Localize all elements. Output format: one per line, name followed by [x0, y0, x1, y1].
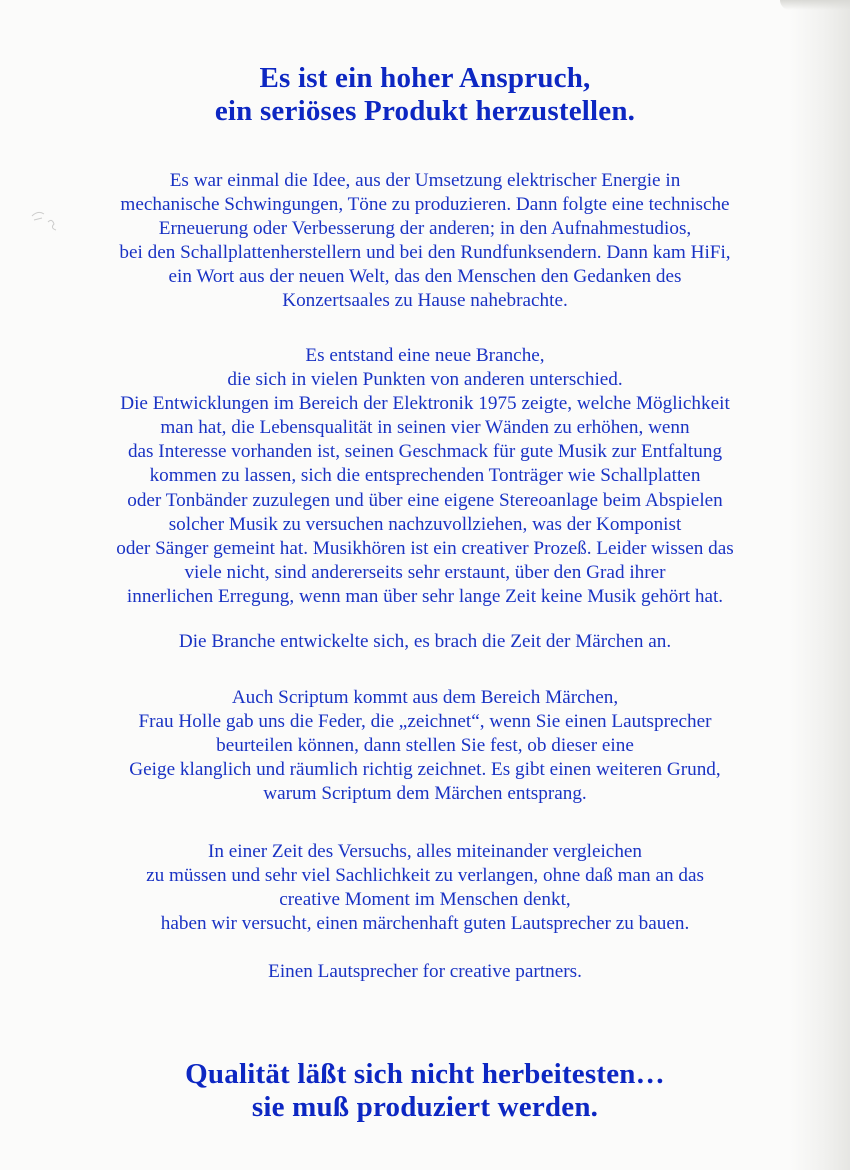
text-line: innerlichen Erregung, wenn man über sehr lange Zeit keine Musik gehört hat. [126, 585, 724, 607]
headline-line: sie muß produziert werden. [251, 1091, 599, 1123]
text-line: mechanische Schwingungen, Töne zu produzieren. Dann folgte eine technische [120, 194, 730, 216]
text-line: Die Branche entwickelte sich, es brach die Zeit der Märchen an. [178, 631, 672, 652]
text-line: das Interesse vorhanden ist, seinen Geschmack für gute Musik zur Entfaltung [127, 441, 723, 463]
text-line: In einer Zeit des Versuchs, alles miteinander vergleichen [207, 841, 643, 862]
text-line: Erneuerung oder Verbesserung der anderen; in den Aufnahmestudios, [158, 218, 692, 240]
headline-line: Qualität läßt sich nicht herbeitesten… [185, 1058, 665, 1090]
text-line: Frau Holle gab uns die Feder, die „zeichnet“, wenn Sie einen Lautsprecher [138, 711, 712, 733]
text-line: oder Sänger gemeint hat. Musikhören ist ein creativer Prozeß. Leider wissen das [116, 537, 734, 559]
text-line: die sich in vielen Punkten von anderen unterschied. [227, 369, 623, 391]
text-line: kommen zu lassen, sich die entsprechenden Tonträger wie Schallplatten [149, 465, 701, 487]
text-line: Es entstand eine neue Branche, [305, 345, 545, 366]
paragraph-tagline [0, 960, 850, 984]
text-line: Die Entwicklungen im Bereich der Elektronik 1975 zeigte, welche Möglichkeit [120, 393, 730, 415]
text-line: Es war einmal die Idee, aus der Umsetzung elektrischer Energie in [169, 170, 681, 191]
text-line: Einen Lautsprecher for creative partners. [268, 961, 582, 982]
headline-line: ein seriöses Produkt herzustellen. [214, 95, 636, 127]
paragraph-maerchen [0, 630, 850, 654]
text-line: solcher Musik zu versuchen nachzuvollziehen, was der Komponist [168, 513, 682, 535]
text-line: zu müssen und sehr viel Sachlichkeit zu verlangen, ohne daß man an das [146, 865, 704, 887]
text-line: oder Tonbänder zuzulegen und über eine eigene Stereoanlage beim Abspielen [127, 489, 723, 511]
text-line: ein Wort aus der neuen Welt, das den Menschen den Gedanken des [168, 266, 682, 288]
page-corner-shadow [780, 0, 850, 10]
text-line: warum Scriptum dem Märchen entsprang. [263, 783, 587, 805]
paragraph-scriptum [0, 686, 850, 806]
text-line: viele nicht, sind andererseits sehr erstaunt, über den Grad ihrer [184, 561, 666, 583]
paragraph-intro [0, 169, 850, 314]
headline-line: Es ist ein hoher Anspruch, [259, 62, 591, 94]
text-line: beurteilen können, dann stellen Sie fest, ob dieser eine [216, 735, 634, 757]
text-line: bei den Schallplattenherstellern und bei den Rundfunksendern. Dann kam HiFi, [119, 242, 731, 264]
closing-headline [0, 1058, 850, 1124]
text-line: haben wir versucht, einen märchenhaft guten Lautsprecher zu bauen. [160, 913, 690, 935]
text-line: man hat, die Lebensqualität in seinen vier Wänden zu erhöhen, wenn [160, 417, 690, 439]
paragraph-versuch [0, 840, 850, 936]
text-line: creative Moment im Menschen denkt, [279, 889, 571, 911]
text-line: Auch Scriptum kommt aus dem Bereich Märchen, [231, 687, 619, 708]
paragraph-branche [0, 344, 850, 609]
text-line: Geige klanglich und räumlich richtig zeichnet. Es gibt einen weiteren Grund, [129, 759, 721, 781]
page-headline [0, 62, 850, 128]
text-line: Konzertsaales zu Hause nahebrachte. [282, 290, 568, 312]
